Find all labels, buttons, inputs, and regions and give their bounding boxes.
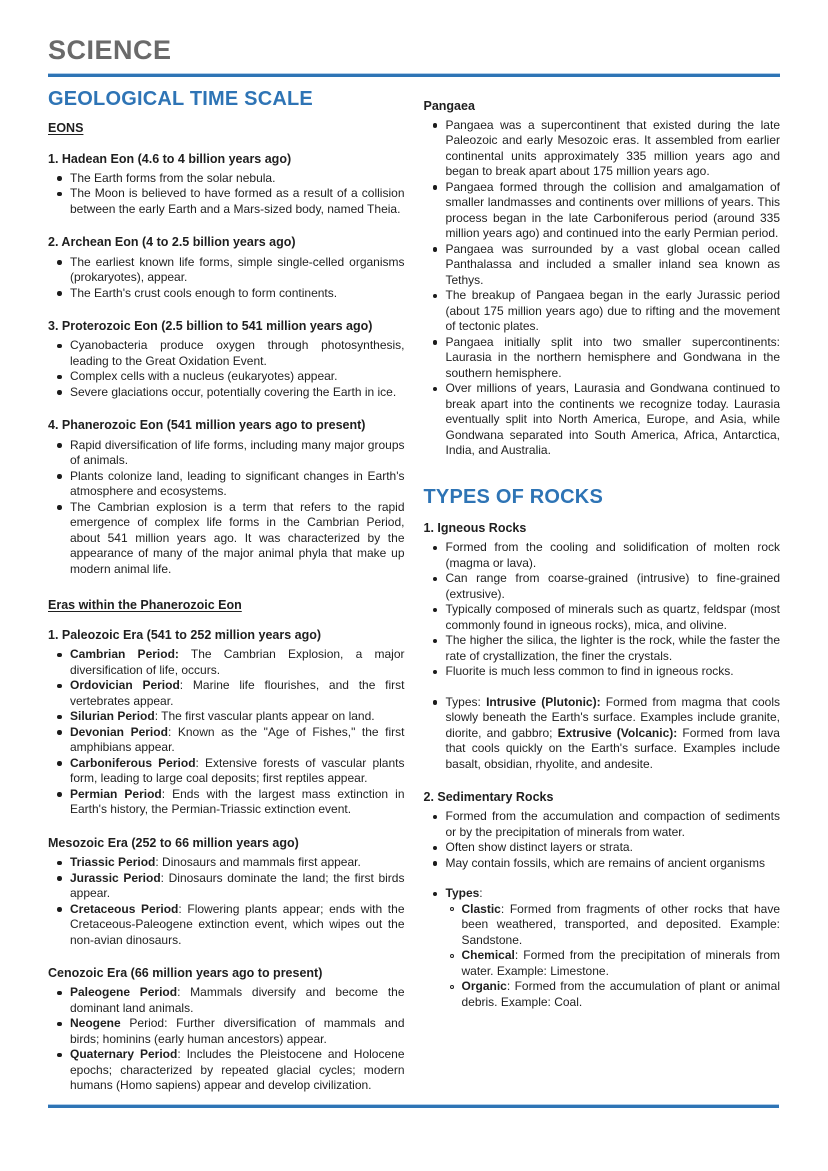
bullet-marker [433,700,438,705]
bullet-text [446,695,781,773]
bullet-item [424,180,781,242]
bullet-text [70,647,405,678]
bullet-text [70,369,405,385]
content-section [48,417,405,577]
content-section [48,965,405,1094]
bullet-item [48,438,405,469]
bullet-text [462,902,781,949]
text-run: Formed from the accumulation and compaction of sediments or by the precipitation of minerals from water. [445,809,780,839]
bullet-text [70,186,405,217]
text-run: : Known as the "Age of Fishes," the first amphibians appear. [70,724,405,755]
circle-marker [450,954,454,958]
bullet-marker [433,185,438,190]
heading-types-of-rocks: TYPES OF ROCKS [423,485,603,508]
bullet-text [70,756,405,787]
bullet-text [446,633,781,664]
heading-geological-time-scale: GEOLOGICAL TIME SCALE [48,87,313,110]
text-run: Fluorite is much less common to find in igneous rocks. [445,664,734,679]
bullet-item [48,286,405,302]
text-run: : Extensive forests of vascular plants form, leading to large coal deposits; first reptiles appear. [70,755,405,786]
bold-text-run: Quaternary Period [70,1047,178,1062]
bold-text-run: Ordovician Period [70,678,180,693]
bold-text-run: Triassic Period [70,855,156,870]
section-title: 4. Phanerozoic Eon (541 million years ago to present) [48,418,366,433]
bullet-text [70,438,405,469]
text-run: Complex cells with a nucleus (eukaryotes) appear. [70,369,338,384]
bullet-marker [433,546,438,551]
bullet-item [424,242,781,289]
bullet-item [48,756,405,787]
bullet-text [446,242,781,289]
bullet-item [48,385,405,401]
bullet-marker [433,294,438,299]
bullet-text [446,118,781,180]
bullet-text [446,602,781,633]
text-run: : Formed from fragments of other rocks that have been weathered, transported, and deposited. Example: Sandstone. [461,901,780,947]
bullet-item [424,809,781,840]
bullet-text [462,979,781,1010]
bullet-text [70,855,405,871]
right-column [424,88,781,1011]
bullet-marker [57,653,62,658]
content-section [48,318,405,400]
bullet-text [70,385,405,401]
bullet-text [446,288,781,335]
era-sections [48,627,405,1094]
bullet-list [48,338,405,400]
bullet-text [70,255,405,286]
bullet-marker [433,861,438,866]
section-title: 1. Hadean Eon (4.6 to 4 billion years ago) [48,151,292,166]
bullet-item [424,381,781,459]
eon-sections [48,151,405,578]
bullet-marker [433,340,438,345]
text-run: Often show distinct layers or strata. [445,840,633,855]
content-section [424,789,781,1010]
text-run: Over millions of years, Laurasia and Gondwana continued to break apart into the continents we recognize today. Laurasia eventually split into North America, Europe, and Asia, while Gondwana separated into South America, Africa, Antarctica, India, and Australia. [445,381,780,458]
bullet-text [70,1047,405,1094]
title-divider-rule [48,73,780,77]
bold-text-run: Clastic [461,901,501,916]
bullet-list [424,809,781,1010]
section-title: Pangaea [423,98,475,113]
text-run: Formed from the cooling and solidification of molten rock (magma or lava). [445,540,780,570]
text-run: : Dinosaurs dominate the land; the first birds appear. [70,870,405,901]
content-section [424,520,781,772]
bold-text-run: Cretaceous Period [70,901,179,916]
bullet-marker [433,387,438,392]
bullet-marker [57,291,62,296]
text-run: Severe glaciations occur, potentially covering the Earth in ice. [70,384,397,399]
bullet-marker [57,505,62,510]
text-run: : The first vascular plants appear on land. [154,709,375,724]
bullet-marker [57,1022,62,1027]
bullet-text [70,709,405,725]
footer-divider-rule [48,1104,779,1108]
content-section [424,98,781,459]
bullet-list [48,438,405,578]
text-run: : Ends with the largest mass extinction in Earth's history, the Permian-Triassic extinction event. [70,786,405,817]
sub-bullet-item [446,902,781,949]
bullet-item [424,856,781,872]
bullet-text [446,840,781,856]
bullet-item [48,985,405,1016]
bold-text-run: Chemical [461,948,515,963]
bullet-text [446,809,781,840]
pangaea-section [424,98,781,459]
text-run: The breakup of Pangaea began in the early Jurassic period (about 175 million years ago) due to rifting and the movement of tectonic plates. [445,288,780,334]
bold-text-run: Intrusive (Plutonic): [486,694,601,709]
bullet-item [48,855,405,871]
bullet-marker [433,247,438,252]
bullet-text [462,948,781,979]
bullet-text [70,1016,405,1047]
bullet-marker [57,443,62,448]
bullet-item [424,633,781,664]
bullet-text [70,725,405,756]
bullet-text [446,335,781,382]
bullet-item [48,186,405,217]
label-eons: EONS [48,120,84,135]
circle-marker [450,985,454,989]
bullet-item [48,871,405,902]
bullet-marker [57,1053,62,1058]
bold-text-run: Silurian Period [70,709,155,724]
section-title: 2. Sedimentary Rocks [423,790,554,805]
section-title: 2. Archean Eon (4 to 2.5 billion years ago) [48,235,296,250]
bold-text-run: Paleogene Period [70,985,178,1000]
text-run: : Mammals diversify and become the dominant land animals. [70,985,405,1015]
bullet-item [424,886,781,1010]
bullet-list [48,985,405,1094]
text-run: Pangaea was a supercontinent that existed during the late Paleozoic and early Mesozoic eras. It assembled from earlier continental units approximately 335 million years ago and began to break apart about 175 million years ago. [445,117,780,179]
bullet-text [70,500,405,578]
bullet-marker [57,761,62,766]
text-run: : [479,886,483,901]
content-section [48,835,405,948]
text-run: The Cambrian Explosion, a major diversification of life, occurs. [70,647,405,677]
text-run: : Marine life flourishes, and the first vertebrates appear. [70,678,405,708]
text-run: The earliest known life forms, simple single-celled organisms (prokaryotes), appear. [70,254,405,285]
bullet-item [424,695,781,773]
rock-sections [424,520,781,1011]
text-run: : Formed from the accumulation of plant or animal debris. Example: Coal. [461,979,780,1009]
bold-text-run: Devonian Period [70,724,168,739]
bullet-text [446,886,781,1010]
bullet-text [70,338,405,369]
bullet-text [446,571,781,602]
bullet-item [48,725,405,756]
bullet-marker [57,715,62,720]
page-title: SCIENCE [48,35,172,65]
bullet-item [48,369,405,385]
bold-text-run: Permian Period [70,786,162,801]
bold-text-run: Carboniferous Period [70,755,196,770]
bullet-marker [433,815,438,820]
text-run: The Cambrian explosion is a term that refers to the rapid emergence of complex life forms in the Cambrian Period, about 541 million years ago. It was characterized by the appearance of many of the major animal phyla that make up modern animal life. [70,499,405,576]
bullet-text [70,985,405,1016]
bullet-list [424,118,781,459]
bullet-item [424,540,781,571]
bullet-item [424,118,781,180]
bold-text-run: Organic [461,979,507,994]
bullet-marker [433,639,438,644]
bullet-marker [57,792,62,797]
bold-text-run: Types [445,886,480,901]
bullet-list [48,647,405,818]
bullet-marker [57,861,62,866]
text-run: The Earth's crust cools enough to form continents. [70,285,338,300]
bold-text-run: Extrusive (Volcanic): [557,725,678,740]
text-run: Period: Further diversification of mammals and birds; hominins (early human ancestors) appear. [70,1016,405,1046]
bullet-marker [433,846,438,851]
bullet-text [70,678,405,709]
bullet-marker [57,260,62,265]
bullet-text [70,871,405,902]
content-columns [48,88,780,1094]
text-run: Plants colonize land, leading to significant changes in Earth's atmosphere and ecosystems. [70,468,405,499]
text-run: : Formed from the precipitation of minerals from water. Example: Limestone. [461,948,780,978]
text-run: The Earth forms from the solar nebula. [70,170,276,185]
bullet-text [446,856,781,872]
text-run: : Includes the Pleistocene and Holocene epochs; characterized by repeated glacial cycles; modern humans (Homo sapiens) appear and develop civilization. [70,1047,405,1093]
content-section [48,627,405,818]
bold-text-run: Cambrian Period: [70,647,179,662]
bullet-marker [433,892,438,897]
bullet-text [70,286,405,302]
section-title: 1. Paleozoic Era (541 to 252 million years ago) [48,628,322,643]
bullet-text [70,171,405,187]
content-section [48,151,405,218]
sub-bullet-item [446,979,781,1010]
bullet-marker [57,390,62,395]
bullet-item [48,255,405,286]
bold-text-run: Jurassic Period [70,870,161,885]
text-run: Rapid diversification of life forms, including many major groups of animals. [70,437,405,468]
text-run: Pangaea initially split into two smaller supercontinents: Laurasia in the northern hemisphere and Gondwana in the southern hemisphere. [445,334,780,380]
section-title: Cenozoic Era (66 million years ago to present) [48,966,323,981]
bullet-marker [433,123,438,128]
bullet-item [424,335,781,382]
text-run: : Dinosaurs and mammals first appear. [155,855,361,870]
bullet-text [446,664,781,680]
text-run: Can range from coarse-grained (intrusive) to fine-grained (extrusive). [445,571,780,601]
bold-text-run: Neogene [70,1016,121,1031]
section-title: 1. Igneous Rocks [423,520,527,535]
text-run: May contain fossils, which are remains of ancient organisms [445,855,765,870]
bullet-item [48,709,405,725]
bullet-text [446,180,781,242]
bullet-marker [433,670,438,675]
bullet-item [424,664,781,680]
bullet-text [446,540,781,571]
bullet-marker [57,907,62,912]
bullet-text [70,787,405,818]
text-run: Pangaea formed through the collision and amalgamation of smaller landmasses and continents over millions of years. This process began in the late Carboniferous period (around 335 million years ago) and continued into the early Permian period. [445,179,780,241]
bullet-item [424,602,781,633]
bullet-marker [57,991,62,996]
text-run: Typically composed of minerals such as quartz, feldspar (most commonly found in igneous rocks), mica, and olivine. [445,602,780,632]
text-run: Formed from lava that cools quickly on the Earth's surface. Examples include basalt, obsidian, rhyolite, and andesite. [445,725,780,771]
bullet-item [48,647,405,678]
bullet-marker [57,474,62,479]
left-column [48,88,405,1094]
sub-bullet-list [446,902,781,1011]
bullet-item [48,1047,405,1094]
text-run: Types: [445,694,487,709]
bullet-marker [57,192,62,197]
bullet-marker [57,176,62,181]
label-eras-within-phanerozoic: Eras within the Phanerozoic Eon [48,598,242,613]
bullet-item [48,469,405,500]
bullet-list [48,171,405,218]
bullet-item [48,338,405,369]
bullet-item [48,1016,405,1047]
section-title: 3. Proterozoic Eon (2.5 billion to 541 million years ago) [48,319,373,334]
bullet-marker [433,577,438,582]
text-run: Cyanobacteria produce oxygen through photosynthesis, leading to the Great Oxidation Event. [70,338,405,368]
bullet-list [48,255,405,302]
text-run: The higher the silica, the lighter is the rock, while the faster the rate of crystallization, the finer the crystals. [445,633,780,663]
sub-bullet-item [446,948,781,979]
section-title: Mesozoic Era (252 to 66 million years ago) [48,835,299,850]
bullet-marker [57,684,62,689]
bullet-item [48,902,405,949]
bullet-marker [433,608,438,613]
bullet-item [48,500,405,578]
bullet-item [48,171,405,187]
bullet-marker [57,344,62,349]
text-run: Pangaea was surrounded by a vast global ocean called Panthalassa and included a smaller inland sea known as Tethys. [445,241,780,287]
bullet-marker [57,375,62,380]
bullet-text [70,902,405,949]
bullet-item [424,288,781,335]
text-run: : Flowering plants appear; ends with the Cretaceous-Paleogene extinction event, which wipes out the non-avian dinosaurs. [70,901,405,947]
bullet-item [48,787,405,818]
circle-marker [450,907,454,911]
bullet-item [424,840,781,856]
bullet-list [424,540,781,772]
bullet-marker [57,730,62,735]
bullet-list [48,855,405,948]
bullet-text [70,469,405,500]
bullet-item [48,678,405,709]
bullet-item [424,571,781,602]
bullet-marker [57,876,62,881]
text-run: Formed from magma that cools slowly beneath the Earth's surface. Examples include granite, diorite, and gabbro; [445,694,781,740]
bullet-text [446,381,781,459]
content-section [48,234,405,301]
text-run: The Moon is believed to have formed as a result of a collision between the early Earth and a Mars-sized body, named Theia. [70,186,405,216]
